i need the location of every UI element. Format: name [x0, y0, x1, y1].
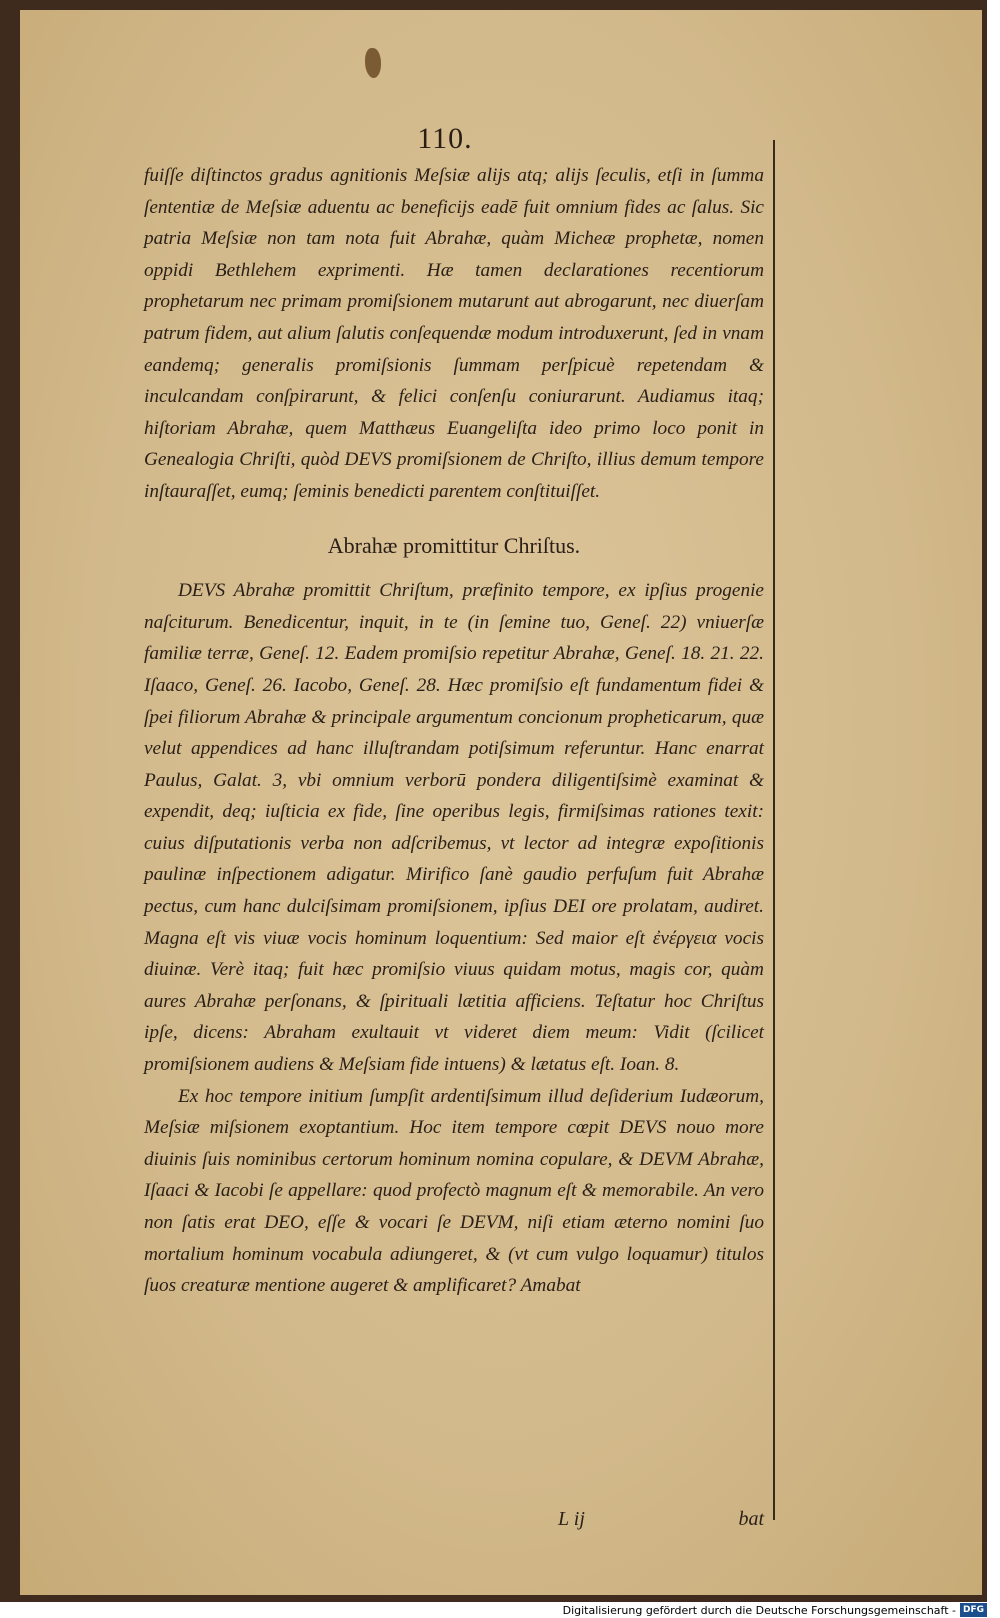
margin-rule [773, 140, 775, 1520]
section-heading: Abrahæ promittitur Chriſtus. [327, 532, 581, 558]
paragraph-1: fuiſſe diſtinctos gradus agnitionis Meſsiæ alijs atq; alijs ſeculis, etſi in ſumma ſententiæ de Meſsiæ aduentu ac beneficijs eadē fuit omnium fides ac ſalus. Sic patria Meſsiæ non tam nota fuit Abrahæ, quàm Micheæ prophetæ, nomen oppidi Bethlehem exprimenti. Hæ tamen declarationes recentiorum prophetarum nec primam promiſsionem mutarunt aut abrogarunt, nec diuerſam patrum fidem, aut alium ſalutis conſequendæ modum introduxerunt, ſed in vnam eandemq; generalis promiſsionis ſummam perſpicuè repetendam & inculcandam conſpirarunt, & felici conſenſu coniurarunt. Audiamus itaq; hiſtoriam Abrahæ, quem Matthæus Euangeliſta ideo primo loco ponit in Genealogia Chriſti, quòd DEVS promiſsionem de Chriſto, illius demum tempore inſtauraſſet, eumq; ſeminis benedicti parentem conſtituiſſet. [144, 165, 764, 502]
digitization-footer [563, 1602, 987, 1618]
dfg-logo-icon: DFG [960, 1603, 987, 1617]
paragraph-3: Ex hoc tempore initium ſumpſit ardentiſsimum illud deſiderium Iudæorum, Meſsiæ miſsionem exoptantium. Hoc item tempore cœpit DEVS nouo more diuinis ſuis nominibus certorum hominum nomina copulare, & DEVM Abrahæ, Iſaaci & Iacobi ſe appellare: quod profectò magnum eſt & memorabile. An vero non ſatis erat DEO, eſſe & vocari ſe DEVM, niſi etiam æterno nomini ſuo mortalium hominum vocabula adiungeret, & (vt cum vulgo loquamur) titulos ſuos creaturæ mentione augeret & amplificaret? Amabat [144, 1085, 764, 1297]
paragraph-2: DEVS Abrahæ promittit Chriſtum, præfinito tempore, ex ipſius progenie naſciturum. Benedicentur, inquit, in te (in ſemine tuo, Geneſ. 22) vniuerſæ familiæ terræ, Geneſ. 12. Eadem promiſsio repetitur Abrahæ, Geneſ. 18. 21. 22. Iſaaco, Geneſ. 26. Iacobo, Geneſ. 28. Hæc promiſsio eſt fundamentum fidei & ſpei filiorum Abrahæ & principale argumentum concionum propheticarum, quæ velut appendices ad hanc illuſtrandam potiſsimum referuntur. Hanc enarrat Paulus, Galat. 3, vbi omnium verborū pondera diligentiſsimè examinat & expendit, deq; iuſticia ex fide, ſine operibus legis, firmiſsimas rationes texit: cuius diſputationis verba non adſcribemus, vt lector ad integræ expoſitionis paulinæ inſpectionem adigatur. Mirifico ſanè gaudio perfuſum fuit Abrahæ pectus, cum hanc dulciſsimam promiſsionem, ipſius DEI ore prolatam, audiret. Magna eſt vis viuæ vocis hominum loquentium: Sed maior eſt ἐνέργεια vocis diuinæ. Verè itaq; fuit hæc promiſsio viuus quidam motus, magis cor, quàm aures Abrahæ perſonans, & ſpirituali lætitia afficiens. Teſtatur hoc Chriſtus ipſe, dicens: Abraham exultauit vt videret diem meum: Vidit (ſcilicet promiſsionem audiens & Meſsiam fide intuens) & lætatus eſt. Ioan. 8. [144, 580, 764, 1076]
page-number: 110. [417, 122, 473, 155]
ink-stain [365, 48, 381, 78]
catchword: bat [738, 1508, 764, 1530]
footer-text: Digitalisierung gefördert durch die Deutsche Forschungsgemeinschaft - [562, 1603, 956, 1617]
text-block [144, 160, 764, 1302]
signature-mark: L ij [558, 1508, 585, 1530]
